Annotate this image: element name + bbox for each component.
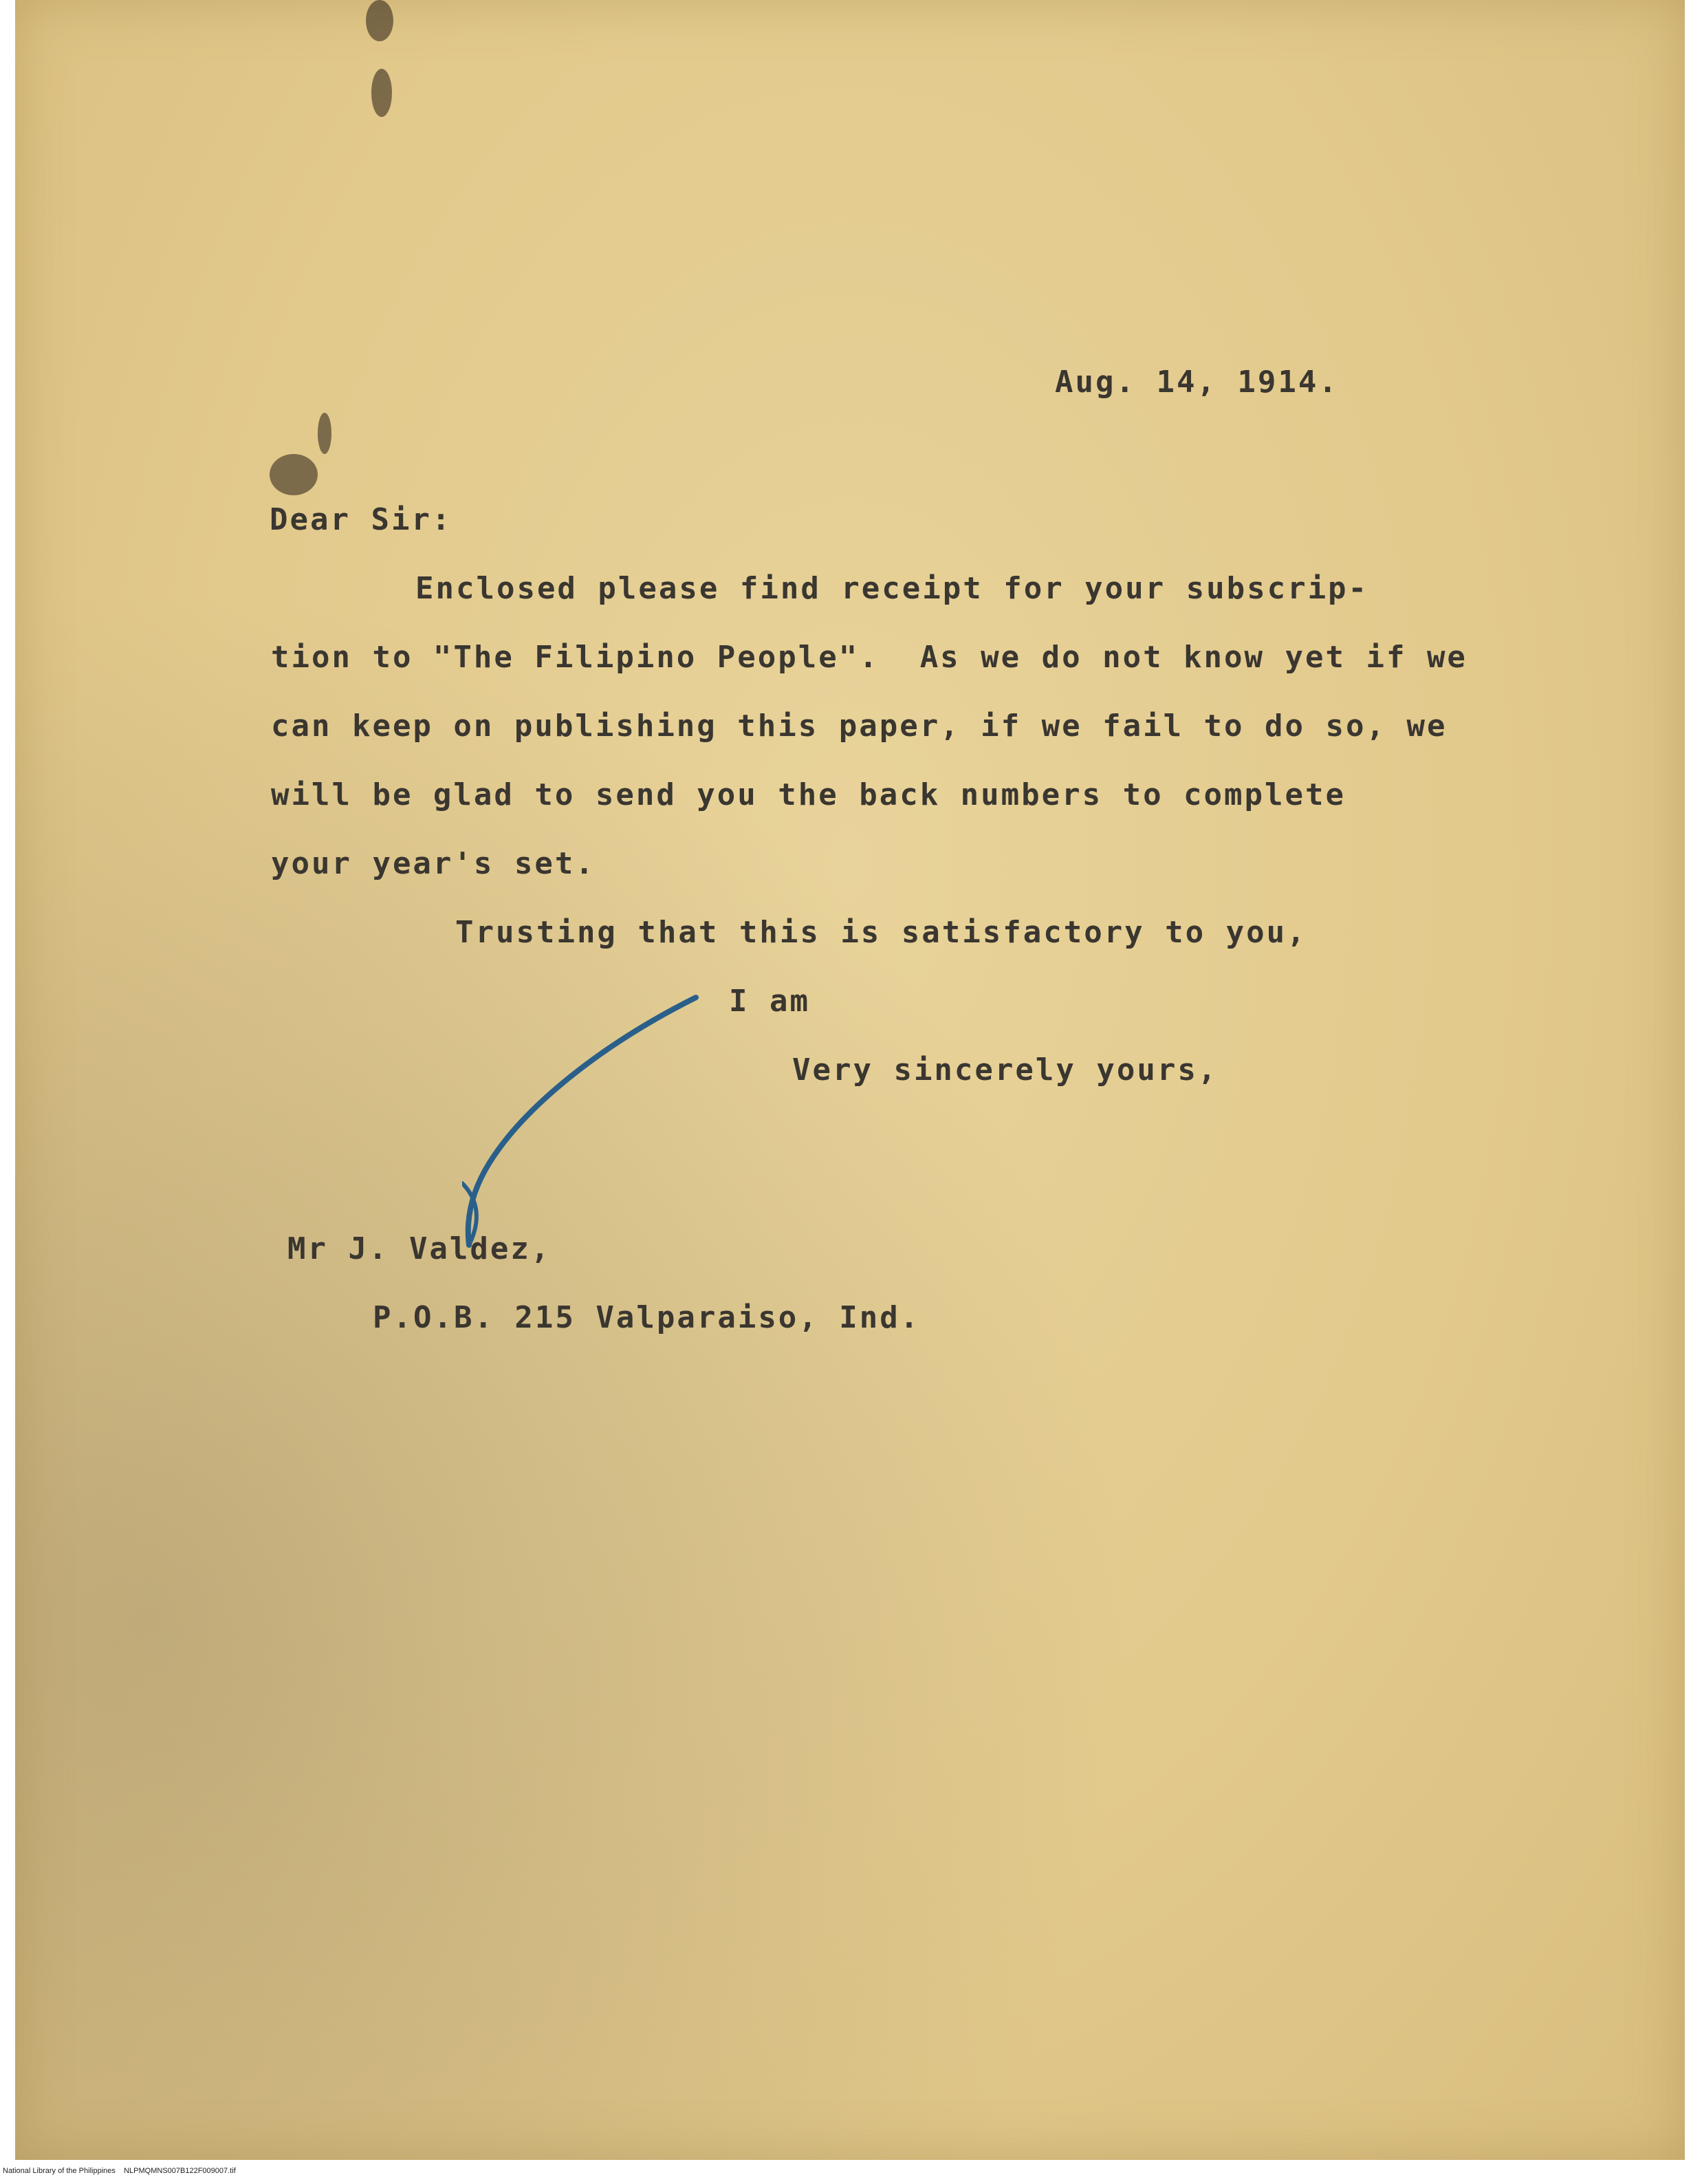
- body-line: can keep on publishing this paper, if we fail to do so, we: [271, 709, 1448, 744]
- archive-footer: [3, 2167, 236, 2175]
- body-line: tion to "The Filipino People". As we do not know yet if we: [271, 640, 1468, 675]
- check-mark-icon: [462, 991, 710, 1252]
- salutation: Dear Sir:: [270, 502, 452, 537]
- ink-blot: [318, 413, 331, 454]
- i-am: I am: [729, 984, 810, 1019]
- letter-date: Aug. 14, 1914.: [1055, 365, 1339, 400]
- footer-file-id: NLPMQMNS007B122F009007.tif: [124, 2167, 236, 2175]
- body-line: your year's set.: [271, 846, 596, 881]
- body-line: Enclosed please find receipt for your subscrip-: [415, 571, 1369, 606]
- letter-page: [15, 0, 1685, 2160]
- body-line: will be glad to send you the back numbers to complete: [271, 777, 1346, 812]
- closing-line: Trusting that this is satisfactory to you,: [455, 915, 1307, 950]
- footer-institution: National Library of the Philippines: [3, 2167, 116, 2175]
- ink-blot: [270, 454, 318, 495]
- recipient-address: P.O.B. 215 Valparaiso, Ind.: [373, 1300, 921, 1335]
- valediction: Very sincerely yours,: [792, 1052, 1219, 1088]
- ink-blot: [371, 69, 392, 117]
- ink-blot: [366, 0, 393, 41]
- recipient-name: Mr J. Valdez,: [287, 1231, 552, 1266]
